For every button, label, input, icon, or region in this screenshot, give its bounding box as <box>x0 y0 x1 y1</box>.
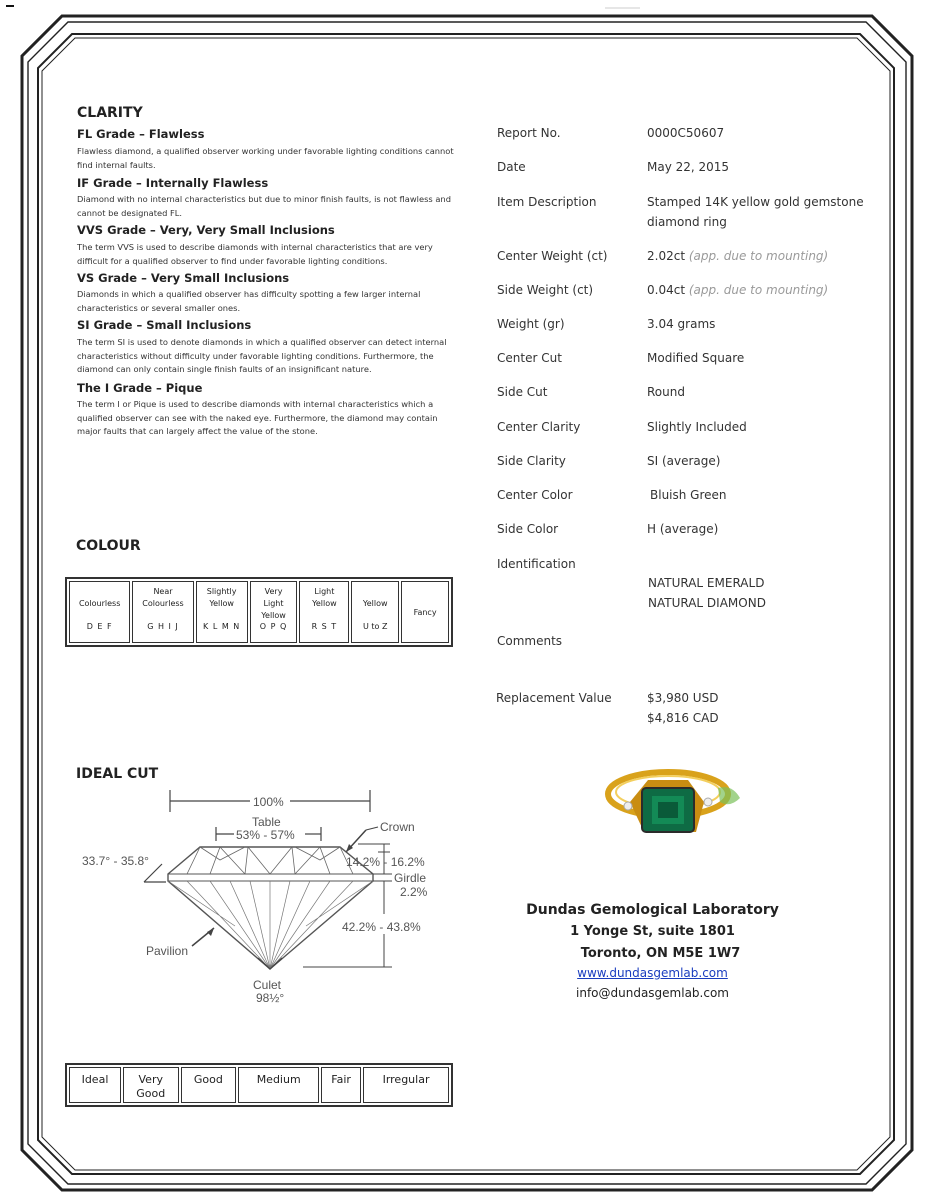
field-label: Item Description <box>497 195 597 209</box>
side-weight-value: 0.04ct <box>647 283 686 297</box>
colour-scale-table <box>65 577 453 647</box>
field-value: Bluish Green <box>650 488 727 502</box>
grade-heading: SI Grade – Small Inclusions <box>77 318 252 332</box>
crown-angle: 33.7° - 35.8° <box>82 854 149 868</box>
culet-label: Culet <box>253 978 282 992</box>
cut-grade-cell: Fair <box>321 1067 361 1103</box>
replacement-cad: $4,816 CAD <box>647 711 719 725</box>
table-label: Table <box>252 815 281 829</box>
field-value: Slightly Included <box>647 420 747 434</box>
colour-cell-name: Slightly Yellow <box>206 587 237 608</box>
field-label: Center Clarity <box>497 420 581 434</box>
field-label: Center Cut <box>497 351 562 365</box>
colour-cell-name: Near Colourless <box>142 587 184 608</box>
girdle-value: 2.2% <box>400 885 428 899</box>
colour-cell-name: Colourless <box>78 599 121 608</box>
ideal-cut-title: IDEAL CUT <box>76 766 159 782</box>
grade-description: Diamond with no internal characteristics but due to minor finish faults, is not flawless and cannot be designated FL. <box>77 194 451 218</box>
crown-label: Crown <box>380 820 415 834</box>
colour-cell-name: Fancy <box>413 607 437 617</box>
grade-heading: IF Grade – Internally Flawless <box>77 176 269 190</box>
girdle-label: Girdle <box>394 871 427 885</box>
cut-grade-cell: Irregular <box>363 1067 449 1103</box>
cut-grade-cell: Medium <box>238 1067 319 1103</box>
colour-cell-name: Yellow <box>362 599 388 608</box>
colour-cell-grades: O P Q <box>259 622 288 631</box>
cut-grade-cell: Very Good <box>123 1067 179 1103</box>
field-label: Date <box>497 160 526 174</box>
identification-line: NATURAL EMERALD <box>648 576 765 590</box>
colour-cell-grades: R S T <box>311 622 338 631</box>
lab-name: Dundas Gemological Laboratory <box>526 902 779 918</box>
grade-description: The term VVS is used to describe diamonds with internal characteristics that are very difficult for a qualified observer to find under favorable lighting conditions. <box>77 242 433 266</box>
center-weight-value: 2.02ct <box>647 249 686 263</box>
colour-cell-grades: G H I J <box>147 622 179 631</box>
colour-cell-grades: D E F <box>86 622 113 631</box>
lab-address-line1: 1 Yonge St, suite 1801 <box>570 924 735 939</box>
grade-description: Diamonds in which a qualified observer has difficulty spotting a few larger internal characteristics or several smaller ones. <box>77 289 421 313</box>
lab-email: info@dundasgemlab.com <box>576 986 729 1000</box>
colour-cell-near-colourless <box>132 581 193 643</box>
grade-description: The term SI is used to denote diamonds in which a qualified observer can detect internal characteristics without difficulty under favorable lighting conditions. Furthermore, the diamond can only contain single finish faults of an insignificant nature. <box>77 337 447 374</box>
field-label: Center Color <box>497 488 573 502</box>
table-range: 53% - 57% <box>236 828 295 842</box>
center-weight-note: (app. due to mounting) <box>688 249 829 263</box>
grade-heading: VVS Grade – Very, Very Small Inclusions <box>77 223 335 237</box>
cut-grade-cell: Good <box>181 1067 237 1103</box>
field-label: Side Clarity <box>497 454 566 468</box>
colour-cell-very-light-yellow <box>250 581 298 643</box>
crown-height: 14.2% - 16.2% <box>346 855 425 869</box>
field-label: Side Color <box>497 522 559 536</box>
grade-description: Flawless diamond, a qualified observer working under favorable lighting conditions cannot find internal faults. <box>77 146 454 170</box>
grade-description: The term I or Pique is used to describe diamonds with internal characteristics which a qualified observer can see with the naked eye. Furthermore, the diamond may contain major faults that can largely affect the value of the stone. <box>77 399 438 436</box>
colour-cell-yellow <box>351 581 399 643</box>
field-value: May 22, 2015 <box>647 160 730 174</box>
replacement-usd: $3,980 USD <box>647 691 719 705</box>
field-label: Report No. <box>497 126 561 140</box>
colour-cell-grades: U to Z <box>363 622 388 631</box>
field-value: 3.04 grams <box>647 317 716 331</box>
colour-cell-colourless <box>69 581 130 643</box>
cut-grade-table <box>65 1063 453 1107</box>
grade-heading: VS Grade – Very Small Inclusions <box>77 271 290 285</box>
field-label: Comments <box>497 634 563 648</box>
field-value: Stamped 14K yellow gold gemstone diamond ring <box>647 195 864 229</box>
field-value <box>647 283 828 297</box>
width-label: 100% <box>253 795 284 809</box>
field-label: Weight (gr) <box>497 317 565 331</box>
field-value: H (average) <box>647 522 719 536</box>
lab-website-link[interactable]: www.dundasgemlab.com <box>577 966 728 980</box>
identification-line: NATURAL DIAMOND <box>648 596 766 610</box>
field-value: SI (average) <box>647 454 721 468</box>
field-label: Replacement Value <box>496 691 612 705</box>
colour-cell-light-yellow <box>299 581 349 643</box>
side-weight-note: (app. due to mounting) <box>688 283 829 297</box>
colour-cell-grades: K L M N <box>203 622 241 631</box>
field-value <box>647 249 828 263</box>
pavilion-label: Pavilion <box>146 944 189 958</box>
diamond-diagram <box>70 786 450 1011</box>
grade-heading: The I Grade – Pique <box>77 381 203 395</box>
field-label: Identification <box>497 557 576 571</box>
field-value: 0000C50607 <box>647 126 725 140</box>
field-value: Round <box>647 385 685 399</box>
field-value: Modified Square <box>647 351 745 365</box>
colour-cell-slightly-yellow <box>196 581 248 643</box>
grade-heading: FL Grade – Flawless <box>77 127 205 141</box>
colour-cell-name: Very Light Yellow <box>261 587 286 620</box>
culet-value: 98½° <box>256 991 285 1005</box>
field-label: Center Weight (ct) <box>497 249 608 263</box>
colour-cell-fancy <box>401 581 449 643</box>
field-label: Side Weight (ct) <box>497 283 594 297</box>
field-label: Side Cut <box>497 385 548 399</box>
clarity-title: CLARITY <box>77 105 143 121</box>
pavilion-depth: 42.2% - 43.8% <box>342 920 421 934</box>
cut-grade-cell: Ideal <box>69 1067 121 1103</box>
colour-title: COLOUR <box>76 538 141 554</box>
lab-address-line2: Toronto, ON M5E 1W7 <box>580 946 741 961</box>
ring-photo <box>600 762 750 842</box>
colour-cell-name: Light Yellow <box>312 587 337 608</box>
